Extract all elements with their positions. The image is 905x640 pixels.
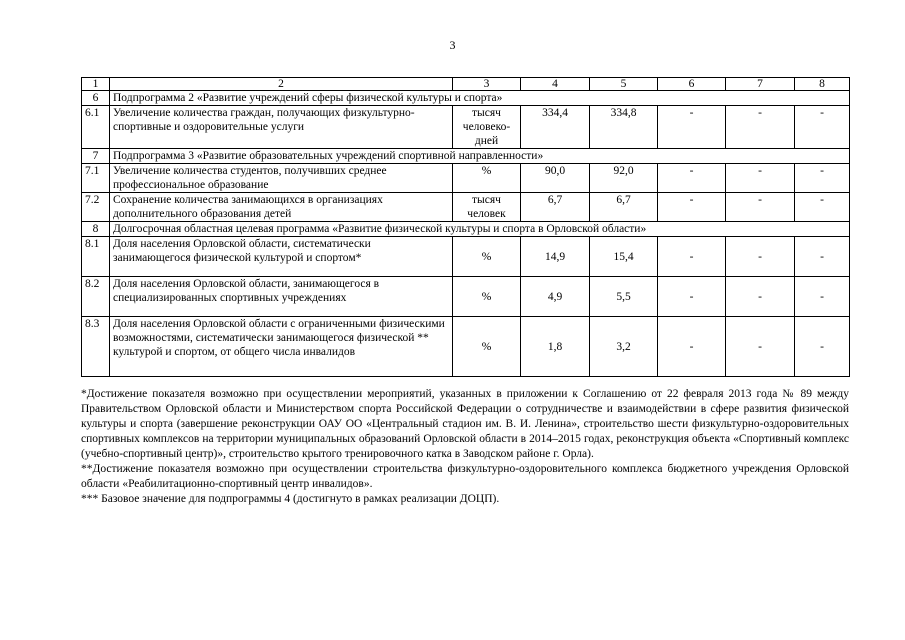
header-cell: 6	[658, 78, 726, 91]
footnote-2: **Достижение показателя возможно при осуществлении строительства физкультурно-оздоровительного комплекса бюджетного учреждения Орловской области «Реабилитационно-спортивный центр инвалидов».	[81, 463, 849, 490]
value-cell: -	[726, 317, 795, 377]
row-number: 8.1	[82, 237, 110, 277]
value-cell: -	[795, 277, 850, 317]
value-cell: -	[726, 277, 795, 317]
value-cell: 4,9	[521, 277, 590, 317]
value-cell: 6,7	[521, 193, 590, 222]
table-row	[82, 193, 850, 222]
section-row	[82, 222, 850, 237]
value-cell: -	[795, 237, 850, 277]
value-cell: -	[726, 106, 795, 149]
value-cell: 1,8	[521, 317, 590, 377]
value-cell: 334,4	[521, 106, 590, 149]
table-header-row	[82, 78, 850, 91]
value-cell: 92,0	[590, 164, 658, 193]
indicator-name: Доля населения Орловской области с ограниченными физическими возможностями, систематически занимающегося физической ** культурой и спортом, от общего числа инвалидов	[110, 317, 453, 377]
value-cell: 334,8	[590, 106, 658, 149]
section-title: Подпрограмма 2 «Развитие учреждений сферы физической культуры и спорта»	[110, 91, 850, 106]
unit-cell: %	[453, 164, 521, 193]
indicators-table	[81, 77, 850, 377]
unit-cell: тысяч человек	[453, 193, 521, 222]
row-number: 8.2	[82, 277, 110, 317]
section-row	[82, 149, 850, 164]
unit-cell: тысяч человеко-дней	[453, 106, 521, 149]
header-cell: 5	[590, 78, 658, 91]
value-cell: -	[795, 317, 850, 377]
header-cell: 1	[82, 78, 110, 91]
indicator-name: Увеличение количества студентов, получивших среднее профессиональное образование	[110, 164, 453, 193]
indicator-name: Доля населения Орловской области, занимающегося в специализированных спортивных учреждениях	[110, 277, 453, 317]
table-row	[82, 277, 850, 317]
indicator-name: Доля населения Орловской области, систематически занимающегося физической культурой и спортом*	[110, 237, 453, 277]
value-cell: 5,5	[590, 277, 658, 317]
section-row	[82, 91, 850, 106]
section-number: 7	[82, 149, 110, 164]
indicator-name: Увеличение количества граждан, получающих физкультурно-спортивные и оздоровительные услуги	[110, 106, 453, 149]
section-title: Долгосрочная областная целевая программа «Развитие физической культуры и спорта в Орловской области»	[110, 222, 850, 237]
header-cell: 7	[726, 78, 795, 91]
unit-cell: %	[453, 317, 521, 377]
row-number: 8.3	[82, 317, 110, 377]
header-cell: 8	[795, 78, 850, 91]
value-cell: -	[658, 237, 726, 277]
section-title: Подпрограмма 3 «Развитие образовательных учреждений спортивной направленности»	[110, 149, 850, 164]
header-cell: 2	[110, 78, 453, 91]
value-cell: 3,2	[590, 317, 658, 377]
row-number: 7.2	[82, 193, 110, 222]
value-cell: -	[795, 106, 850, 149]
table-row	[82, 164, 850, 193]
section-number: 6	[82, 91, 110, 106]
footnote-3: *** Базовое значение для подпрограммы 4 (достигнуто в рамках реализации ДОЦП).	[81, 493, 500, 505]
row-number: 7.1	[82, 164, 110, 193]
value-cell: -	[658, 277, 726, 317]
section-number: 8	[82, 222, 110, 237]
value-cell: -	[726, 164, 795, 193]
page-number: 3	[449, 38, 456, 52]
value-cell: -	[658, 164, 726, 193]
row-number: 6.1	[82, 106, 110, 149]
unit-cell: %	[453, 237, 521, 277]
value-cell: -	[658, 317, 726, 377]
value-cell: 14,9	[521, 237, 590, 277]
value-cell: -	[726, 237, 795, 277]
value-cell: 15,4	[590, 237, 658, 277]
value-cell: 6,7	[590, 193, 658, 222]
value-cell: -	[795, 164, 850, 193]
unit-cell: %	[453, 277, 521, 317]
value-cell: -	[726, 193, 795, 222]
indicator-name: Сохранение количества занимающихся в организациях дополнительного образования детей	[110, 193, 453, 222]
footnote-1: *Достижение показателя возможно при осуществлении мероприятий, указанных в приложении к Соглашению от 22 февраля 2013 года № 89 между Правительством Орловской области и Министерством спорта Российской Федерации о сотрудничестве и взаимодействии в сфере развития физической культуры и спорта (завершение реконструкции ОАУ ОО «Центральный стадион им. В. И. Ленина», строительство шести физкультурно-оздоровительных спортивных комплексов на территории муниципальных образований Орловской области в 2014–2015 годах, реконструкция объекта «Спортивный комплекс (учебно-спортивный центр)», строительство крытого тренировочного катка в Заводском районе г. Орла).	[81, 388, 849, 460]
table-row	[82, 106, 850, 149]
value-cell: -	[658, 106, 726, 149]
value-cell: -	[658, 193, 726, 222]
header-cell: 3	[453, 78, 521, 91]
table-row	[82, 237, 850, 277]
table-row	[82, 317, 850, 377]
value-cell: -	[795, 193, 850, 222]
header-cell: 4	[521, 78, 590, 91]
value-cell: 90,0	[521, 164, 590, 193]
footnotes	[81, 387, 849, 507]
